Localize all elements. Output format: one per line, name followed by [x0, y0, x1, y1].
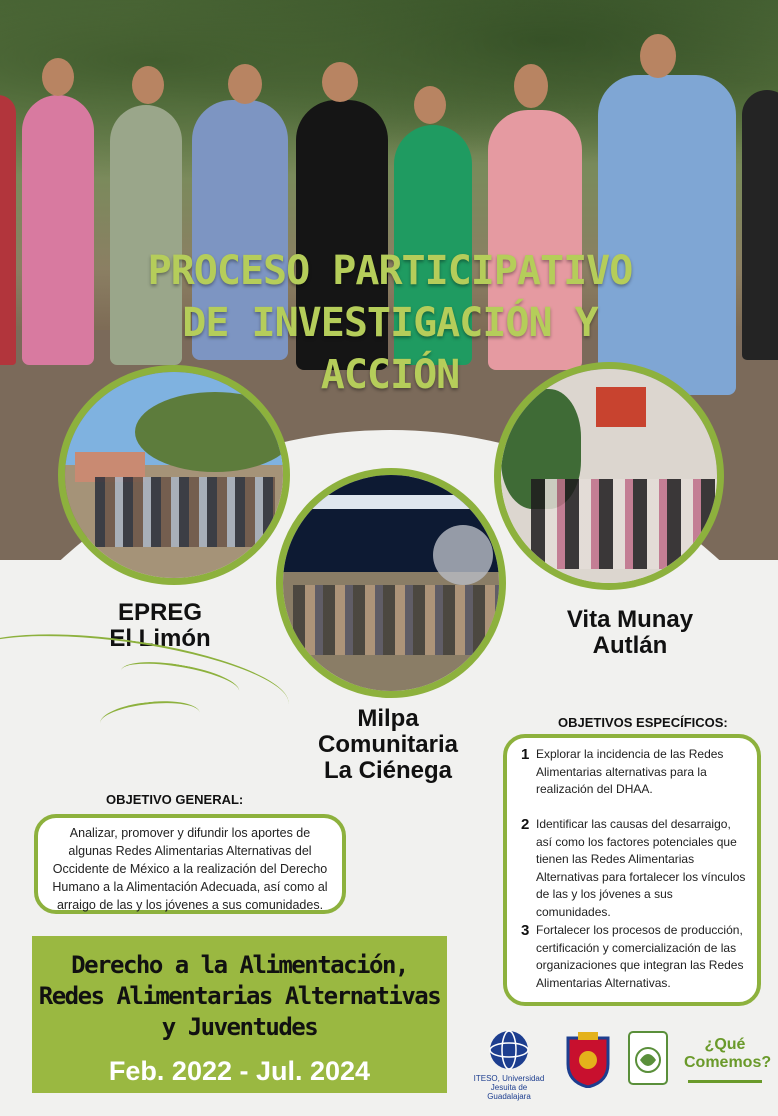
iteso-globe-icon: [489, 1030, 529, 1070]
quecomemos-logo-text: [684, 1036, 772, 1072]
quecomemos-line-2: Comemos?: [684, 1054, 772, 1071]
site-vita: [530, 607, 730, 659]
objetivo-item: [521, 922, 749, 992]
quecomemos-underline: [688, 1080, 762, 1083]
udg-shield-logo: [566, 1030, 610, 1088]
person-head: [42, 58, 74, 96]
photo-people: [531, 479, 721, 569]
site-milpa-line1: Milpa: [357, 705, 419, 732]
banner-line-2: Redes Alimentarias Alternativas: [38, 982, 441, 1010]
photo-trees: [135, 392, 290, 472]
objetivo-general-box: [34, 814, 346, 914]
person-head: [640, 34, 676, 78]
site-milpa: [288, 706, 488, 784]
banner-title: [32, 950, 447, 1043]
iteso-line-2: Jesuita de Guadalajara: [487, 1083, 531, 1101]
site-milpa-line2: Comunitaria: [317, 731, 458, 758]
objetivos-especificos-heading: OBJETIVOS ESPECÍFICOS:: [558, 715, 728, 730]
objetivo-item-text: Explorar la incidencia de las Redes Alimentarias alternativas para la realización del DHAA.: [536, 747, 724, 796]
photo-milpa: [276, 468, 506, 698]
seal-icon: [627, 1030, 669, 1086]
quecomemos-line-1: ¿Qué: [704, 1036, 746, 1053]
person-head: [322, 62, 358, 102]
person-head: [514, 64, 548, 108]
objetivo-item-number: 1: [521, 746, 530, 763]
objetivo-item-text: Fortalecer los procesos de producción, certificación y comercialización de las organizaciones que integran las Redes Alimentarias Alternativas.: [536, 923, 744, 990]
site-epreg-line1: EPREG: [117, 599, 203, 626]
photo-window: [596, 387, 646, 427]
banner-line-3: y Juventudes: [161, 1013, 318, 1041]
banner-dates: Feb. 2022 - Jul. 2024: [108, 1056, 371, 1086]
objetivo-general-text: Analizar, promover y difundir los aportes de algunas Redes Alimentarias Alternativas del Occidente de México a la realización del Derecho Humano a la Alimentación Adecuada, así como al arraigo de las y los jóvenes a sus comunidades.: [52, 826, 328, 912]
person: [0, 95, 16, 365]
seal-logo: [627, 1030, 669, 1086]
person: [742, 90, 778, 360]
objetivo-item-number: 2: [521, 816, 530, 833]
iteso-logo: [468, 1030, 550, 1100]
site-epreg-line2: El Limón: [109, 625, 211, 652]
objetivo-item-number: 3: [521, 922, 530, 939]
iteso-line-1: ITESO, Universidad: [473, 1074, 545, 1083]
objetivo-item: [521, 746, 749, 799]
project-banner: [32, 936, 447, 1093]
site-milpa-line3: La Ciénega: [323, 757, 453, 784]
udg-shield-icon: [566, 1030, 610, 1088]
objetivos-especificos-box: [503, 734, 761, 1006]
quecomemos-logo: [684, 1036, 772, 1092]
title-line-1: PROCESO PARTICIPATIVO: [147, 248, 633, 294]
banner-line-1: Derecho a la Alimentación,: [71, 951, 408, 979]
site-vita-line1: Vita Munay: [566, 606, 694, 633]
photo-crowd: [293, 585, 503, 655]
iteso-logo-text: [468, 1074, 550, 1101]
photo-epreg: [58, 365, 290, 585]
objetivo-item-text: Identificar las causas del desarraigo, así como los factores potenciales que tienen las Redes Alimentarias Alternativas para fortalecer los vínculos de las y los jóvenes a sus comunidades.: [536, 817, 746, 919]
person-head: [414, 86, 446, 124]
photo-smoke: [433, 525, 493, 585]
person-head: [132, 66, 164, 104]
photo-vita: [494, 362, 724, 590]
photo-crowd: [95, 477, 275, 547]
photo-canopy: [303, 495, 503, 509]
objetivo-general-heading: OBJETIVO GENERAL:: [106, 792, 244, 807]
title-line-2: DE INVESTIGACIÓN Y: [182, 300, 598, 346]
title-line-3: ACCIÓN: [320, 352, 460, 398]
site-vita-line2: Autlán: [592, 632, 668, 659]
person-head: [228, 64, 262, 104]
objetivo-item: [521, 816, 749, 921]
